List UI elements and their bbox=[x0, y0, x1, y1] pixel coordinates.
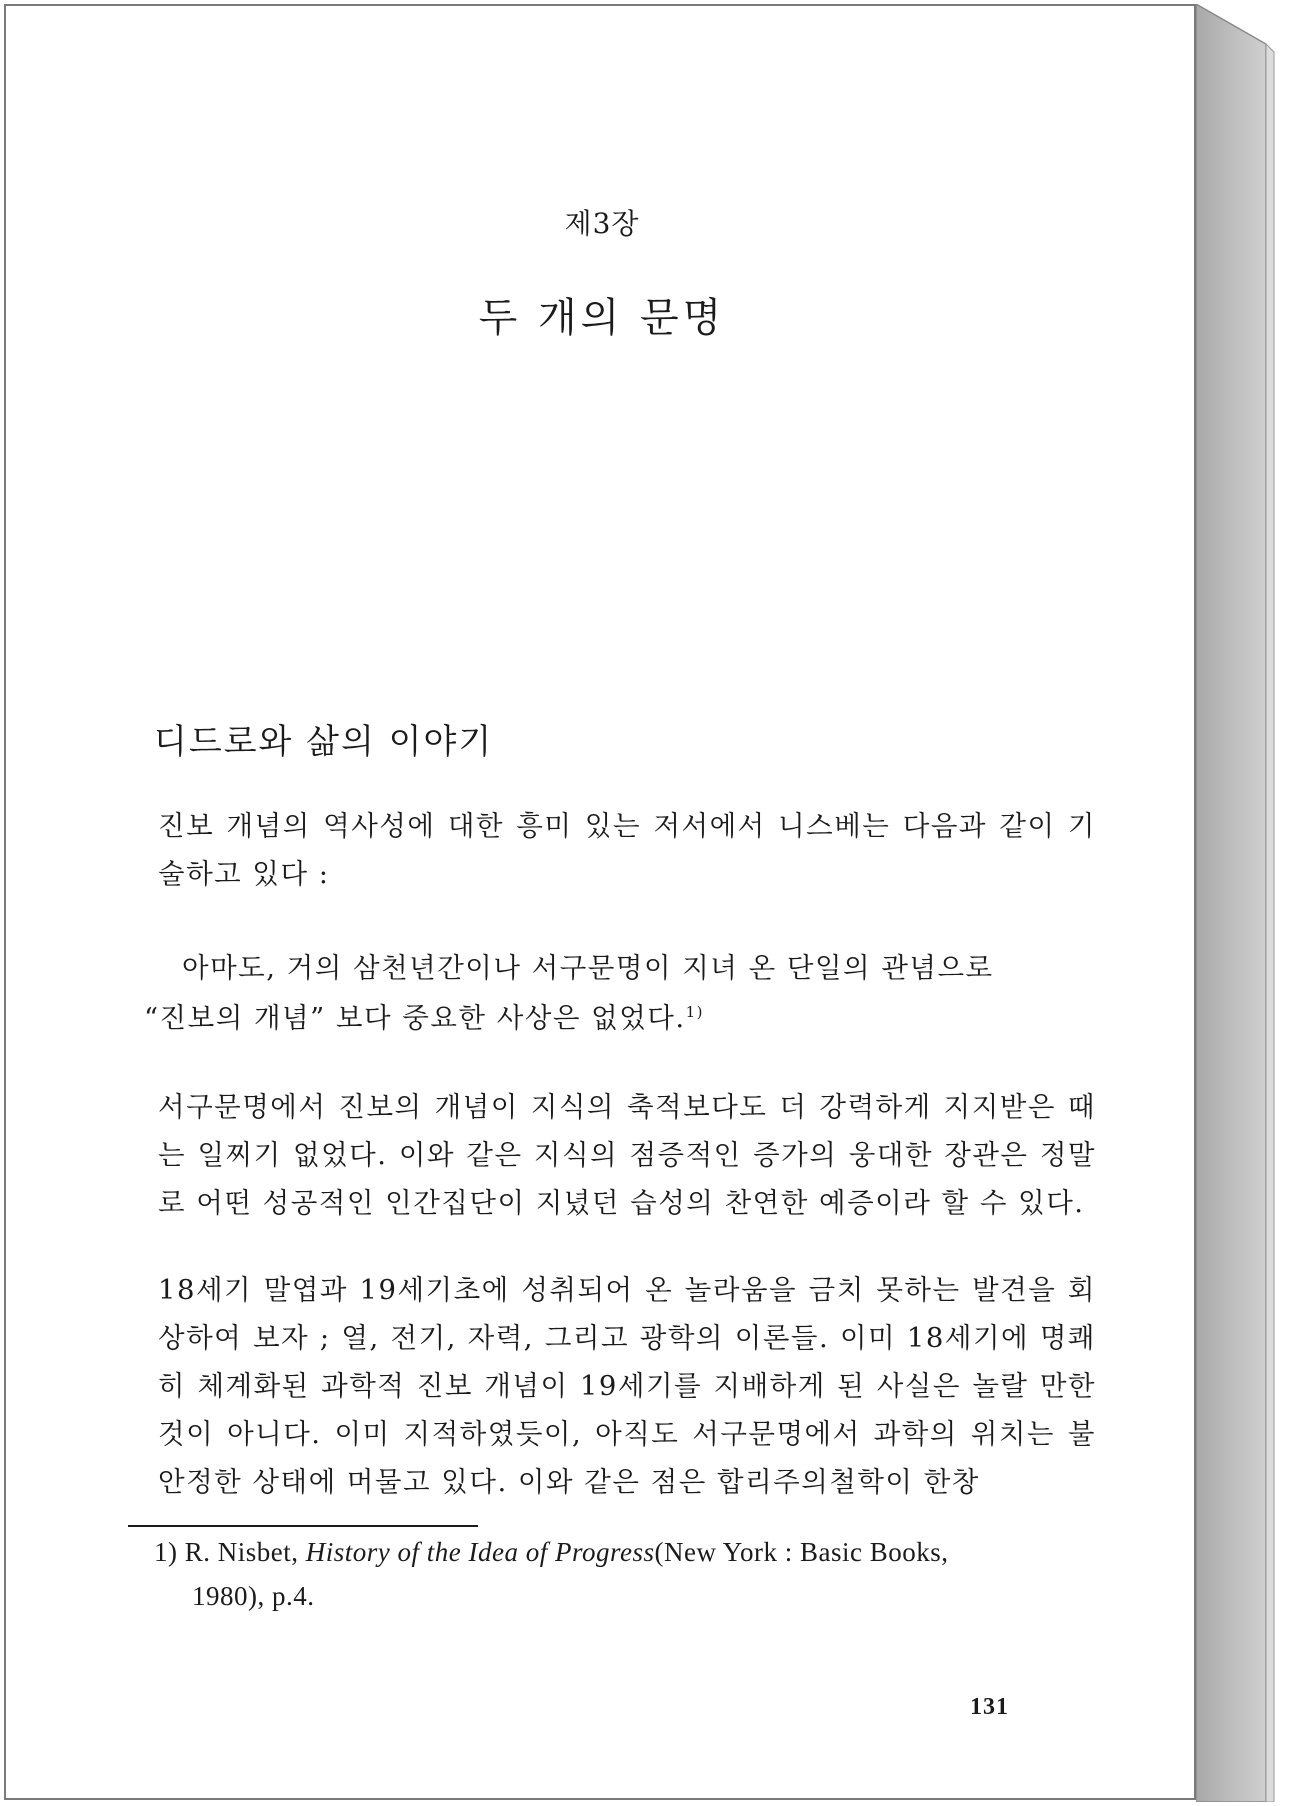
book-page bbox=[4, 4, 1196, 1800]
footnote-title: History of the Idea of Progress bbox=[305, 1537, 655, 1567]
paragraph-discoveries bbox=[128, 1266, 1096, 1506]
paragraph-progress-text: 서구문명에서 진보의 개념이 지식의 축적보다도 더 강력하게 지지받은 때는 일찌기 없었다. 이와 같은 지식의 점증적인 증가의 웅대한 장관은 정말로 어떤 성공적인 인간집단이 지녔던 습성의 찬연한 예증이라 할 수 있다. bbox=[158, 1091, 1096, 1219]
quote-line-1: 아마도, 거의 삼천년간이나 서구문명이 지녀 온 단일의 관념으로 bbox=[182, 952, 994, 984]
chapter-title: 두 개의 문명 bbox=[478, 295, 726, 341]
footnote-line-2: 1980), p.4. bbox=[192, 1581, 315, 1611]
footnote bbox=[154, 1530, 1068, 1618]
section-heading: 디드로와 삶의 이야기 bbox=[154, 722, 494, 762]
paragraph-discoveries-text: 18세기 말엽과 19세기초에 성취되어 온 놀라움을 금치 못하는 발견을 회상하여 보자 ; 열, 전기, 자력, 그리고 광학의 이론들. 이미 18세기에 명쾌히 체계화된 과학적 진보 개념이 19세기를 지배하게 된 사실은 놀랄 만한 것이 아니다. 이미 지적하였듯이, 아직도 서구문명에서 과학의 위치는 불안정한 상태에 머물고 있다. 이와 같은 점은 합리주의철학이 한창 bbox=[158, 1274, 1096, 1498]
paragraph-intro bbox=[128, 802, 1096, 898]
footnote-line-1 bbox=[154, 1530, 1068, 1574]
footnote-reference: 1) bbox=[685, 1002, 705, 1021]
footnote-marker: 1) bbox=[154, 1537, 178, 1567]
chapter-number: 제3장 bbox=[564, 207, 640, 240]
quote-line-2 bbox=[144, 993, 1044, 1043]
block-quote bbox=[144, 943, 1044, 1043]
page-number: 131 bbox=[970, 1694, 1009, 1720]
paragraph-progress bbox=[128, 1083, 1096, 1227]
footnote-author: R. Nisbet, bbox=[184, 1537, 299, 1567]
footnote-divider bbox=[128, 1525, 478, 1527]
footnote-publisher: (New York : Basic Books, bbox=[654, 1537, 949, 1567]
paragraph-intro-text: 진보 개념의 역사성에 대한 흥미 있는 저서에서 니스베는 다음과 같이 기술하고 있다 : bbox=[158, 810, 1096, 890]
quote-line-2-text: “진보의 개념” 보다 중요한 사상은 없었다. bbox=[144, 1002, 686, 1034]
book-edge-graphic bbox=[1196, 4, 1300, 1802]
